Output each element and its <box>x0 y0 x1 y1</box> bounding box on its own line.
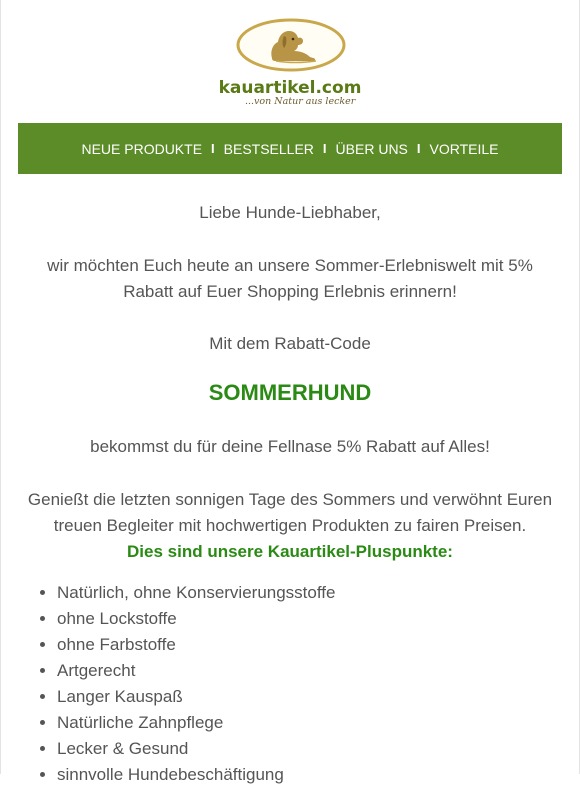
list-item: • ohne Lockstoffe <box>57 606 335 632</box>
code-benefit: bekommst du für deine Fellnase 5% Rabatt auf Alles! <box>90 437 490 456</box>
dog-logo-icon <box>236 18 346 72</box>
nav-bestseller[interactable]: BESTSELLER <box>223 140 314 157</box>
list-item: • Natürlich, ohne Konservierungsstoffe <box>57 580 335 606</box>
pluspoints-list <box>36 580 335 788</box>
logo[interactable] <box>0 14 580 114</box>
list-item: • ohne Farbstoffe <box>57 632 335 658</box>
list-item: • Lecker & Gesund <box>57 736 335 762</box>
list-item: • sinnvolle Hundebeschäftigung <box>57 762 335 788</box>
pluspoints-heading: Dies sind unsere Kauartikel-Pluspunkte: <box>127 542 453 561</box>
main-navigation <box>18 123 562 174</box>
nav-separator: I <box>322 141 327 156</box>
logo-wordmark: kauartikel.com <box>218 78 362 98</box>
nav-separator: I <box>211 141 215 156</box>
list-item: • Natürliche Zahnpflege <box>57 710 335 736</box>
discount-code: SOMMERHUND <box>208 380 372 405</box>
nav-neue-produkte[interactable]: NEUE PRODUKTE <box>81 140 203 157</box>
nav-vorteile[interactable]: VORTEILE <box>429 140 499 157</box>
enjoy-text: Genießt die letzten sonnigen Tage des Sommers und verwöhnt Euren treuen Begleiter mit hochwertigen Produkten zu fairen Preisen. <box>27 490 553 535</box>
intro-text: wir möchten Euch heute an unsere Sommer-Erlebniswelt mit 5% Rabatt auf Euer Shopping Erlebnis erinnern! <box>47 256 533 301</box>
code-intro: Mit dem Rabatt-Code <box>209 334 371 353</box>
list-item: • Langer Kauspaß <box>57 684 335 710</box>
list-item: • Artgerecht <box>57 658 335 684</box>
logo-tagline: ...von Natur aus lecker <box>245 96 356 107</box>
nav-ueber-uns[interactable]: ÜBER UNS <box>335 140 408 157</box>
greeting: Liebe Hunde-Liebhaber, <box>199 203 381 222</box>
nav-separator: I <box>416 141 421 156</box>
